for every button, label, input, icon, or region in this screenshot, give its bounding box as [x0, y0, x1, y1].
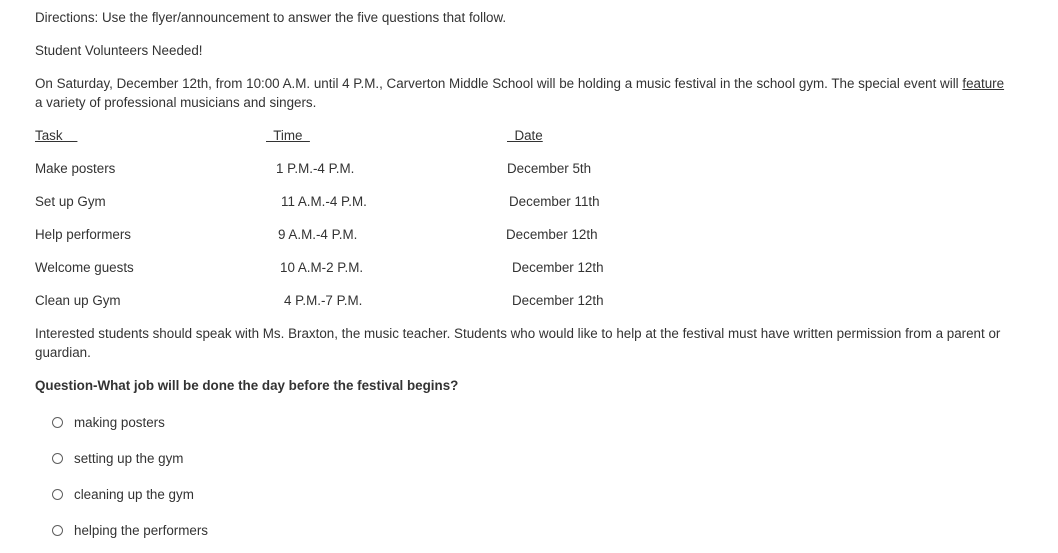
- header-date: Date: [507, 128, 543, 143]
- answer-option[interactable]: [52, 484, 194, 504]
- row-date: December 12th: [506, 227, 598, 242]
- row-task: Set up Gym: [35, 194, 106, 209]
- row-date: December 12th: [512, 260, 604, 275]
- answer-option-label: helping the performers: [74, 522, 208, 538]
- radio-button[interactable]: [52, 489, 63, 500]
- row-time: 11 A.M.-4 P.M.: [281, 194, 367, 209]
- row-task: Help performers: [35, 227, 131, 242]
- directions-text: Directions: Use the flyer/announcement to answer the five questions that follow.: [35, 10, 507, 25]
- intro-underlined-word: feature: [962, 76, 1005, 91]
- question-text: Question-What job will be done the day before the festival begins?: [35, 378, 459, 393]
- row-task: Welcome guests: [35, 260, 134, 275]
- answer-option[interactable]: [52, 448, 183, 468]
- answer-option-label: making posters: [74, 414, 165, 430]
- answer-option[interactable]: [52, 520, 208, 540]
- intro-text-before: On Saturday, December 12th, from 10:00 A.M. until 4 P.M., Carverton Middle School will be holding a music festival in the school gym. The special event will: [35, 76, 963, 91]
- answer-option[interactable]: [52, 412, 165, 432]
- radio-button[interactable]: [52, 453, 63, 464]
- answer-option-label: cleaning up the gym: [74, 486, 194, 502]
- intro-text-after: a variety of professional musicians and singers.: [35, 95, 317, 110]
- flyer-heading: Student Volunteers Needed!: [35, 43, 203, 58]
- closing-paragraph: Interested students should speak with Ms. Braxton, the music teacher. Students who would like to help at the festival must have written permission from a parent or guardian.: [35, 326, 1001, 360]
- row-time: 4 P.M.-7 P.M.: [284, 293, 363, 308]
- row-date: December 5th: [507, 161, 592, 176]
- row-date: December 12th: [512, 293, 604, 308]
- row-task: Clean up Gym: [35, 293, 121, 308]
- row-time: 9 A.M.-4 P.M.: [278, 227, 358, 242]
- row-date: December 11th: [509, 194, 600, 209]
- flyer-intro-paragraph: [35, 74, 1005, 112]
- header-time: Time: [266, 128, 310, 143]
- radio-button[interactable]: [52, 417, 63, 428]
- answer-option-label: setting up the gym: [74, 450, 184, 466]
- row-time: 1 P.M.-4 P.M.: [276, 161, 355, 176]
- row-time: 10 A.M-2 P.M.: [280, 260, 364, 275]
- header-task: Task: [35, 128, 78, 143]
- radio-button[interactable]: [52, 525, 63, 536]
- row-task: Make posters: [35, 161, 116, 176]
